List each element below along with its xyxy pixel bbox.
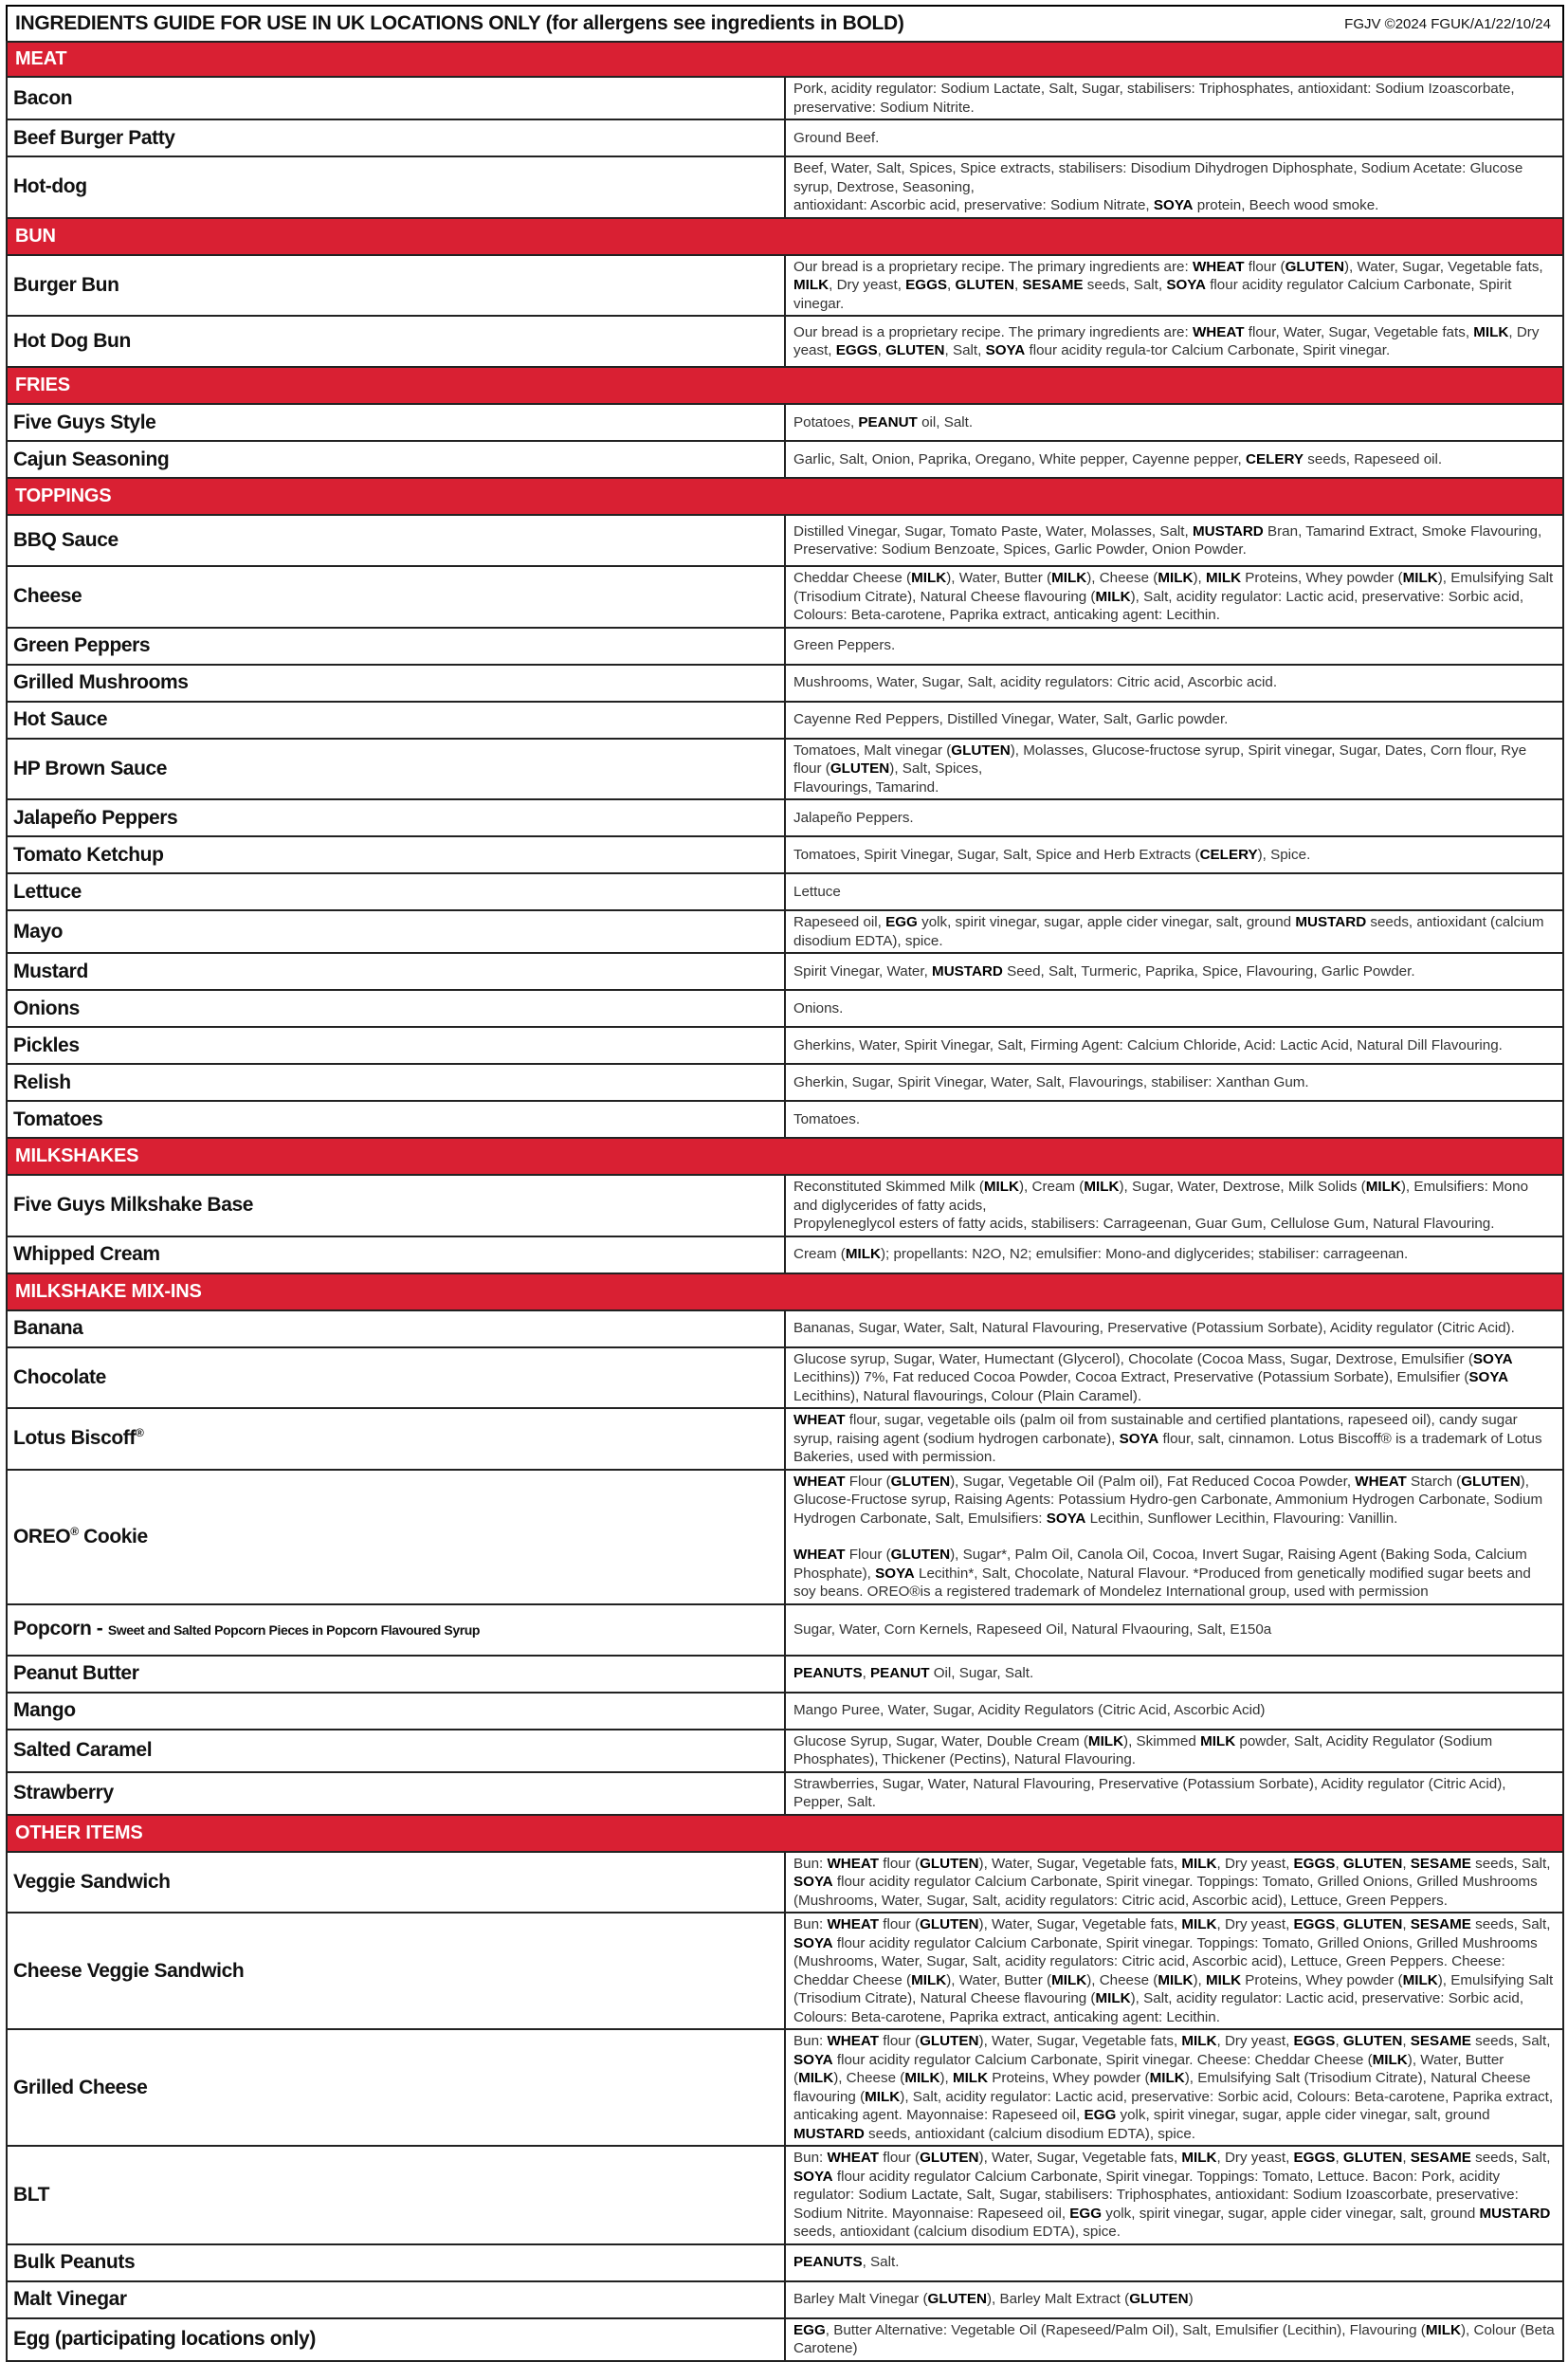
table-row — [7, 799, 1563, 836]
item-ingredients: Garlic, Salt, Onion, Paprika, Oregano, White pepper, Cayenne pepper, CELERY seeds, Rapeseed oil. — [785, 441, 1563, 478]
item-name: Malt Vinegar — [7, 2281, 785, 2318]
item-name: Mango — [7, 1693, 785, 1730]
item-ingredients: WHEAT Flour (GLUTEN), Sugar, Vegetable Oil (Palm oil), Fat Reduced Cocoa Powder, WHEAT Starch (GLUTEN), Glucose-Fructose syrup, Raising Agents: Potassium Hydro-gen Carbonate, Ammonium Hydrogen Carbonate, Sodium Hydrogen Carbonate, Salt, Emulsifiers: SOYA Lecithin, Sunflower Lecithin, Flavouring: Vanillin. WHEAT Flour (GLUTEN), Sugar*, Palm Oil, Canola Oil, Cocoa, Invert Sugar, Raising Agent (Baking Soda, Calcium Phosphate), SOYA Lecithin*, Salt, Chocolate, Natural Flavour. *Produced from genetically modified sugar beets and soy beans. OREO®is a registered trademark of Mondelez International group, used with permission — [785, 1470, 1563, 1604]
item-name: Strawberry — [7, 1772, 785, 1815]
item-ingredients: Reconstituted Skimmed Milk (MILK), Cream (MILK), Sugar, Water, Dextrose, Milk Solids (MILK), Emulsifiers: Mono and diglycerides of fatty acids, Propyleneglycol esters of fatty acids, stabilisers: Carrageenan, Guar Gum, Cellulose Gum, Natural Flavouring. — [785, 1175, 1563, 1236]
item-name: HP Brown Sauce — [7, 739, 785, 800]
item-name: Tomato Ketchup — [7, 836, 785, 873]
item-ingredients: Bun: WHEAT flour (GLUTEN), Water, Sugar, Vegetable fats, MILK, Dry yeast, EGGS, GLUTEN, SESAME seeds, Salt, SOYA flour acidity regulator Calcium Carbonate, Spirit vinegar. Toppings: Tomato, Lettuce. Bacon: Pork, acidity regulator: Sodium Lactate, Salt, Sugar, stabilisers: Triphosphates, antioxidant: Sodium Izoascorbate, preservative: Sodium Nitrite. Mayonnaise: Rapeseed oil, EGG yolk, spirit vinegar, sugar, apple cider vinegar, salt, ground MUSTARD seeds, antioxidant (calcium disodium EDTA), spice. — [785, 2146, 1563, 2244]
item-ingredients: PEANUTS, Salt. — [785, 2244, 1563, 2281]
table-row — [7, 1656, 1563, 1693]
item-ingredients: Ground Beef. — [785, 119, 1563, 156]
item-name: Popcorn - Sweet and Salted Popcorn Pieces in Popcorn Flavoured Syrup — [7, 1604, 785, 1656]
item-ingredients: Jalapeño Peppers. — [785, 799, 1563, 836]
item-ingredients: EGG, Butter Alternative: Vegetable Oil (Rapeseed/Palm Oil), Salt, Emulsifier (Lecithin), Flavouring (MILK), Colour (Beta Carotene) — [785, 2318, 1563, 2361]
table-row — [7, 255, 1563, 317]
item-name: Burger Bun — [7, 255, 785, 317]
item-ingredients: Bananas, Sugar, Water, Salt, Natural Flavouring, Preservative (Potassium Sorbate), Acidity regulator (Citric Acid). — [785, 1310, 1563, 1347]
item-name: Peanut Butter — [7, 1656, 785, 1693]
guide-title: INGREDIENTS GUIDE FOR USE IN UK LOCATIONS ONLY (for allergens see ingredients in BOLD) — [15, 12, 904, 34]
table-row — [7, 119, 1563, 156]
table-row — [7, 77, 1563, 119]
item-name: Cheese — [7, 566, 785, 628]
item-name: Whipped Cream — [7, 1236, 785, 1273]
table-row — [7, 953, 1563, 990]
item-ingredients: Glucose Syrup, Sugar, Water, Double Cream (MILK), Skimmed MILK powder, Salt, Acidity Regulator (Sodium Phosphates), Thickener (Pectins), Natural Flavouring. — [785, 1730, 1563, 1772]
table-row — [7, 1693, 1563, 1730]
table-row — [7, 1236, 1563, 1273]
item-name: Tomatoes — [7, 1101, 785, 1138]
ingredients-table — [6, 41, 1564, 2362]
table-row — [7, 404, 1563, 441]
item-name: Mustard — [7, 953, 785, 990]
item-name: Five Guys Milkshake Base — [7, 1175, 785, 1236]
item-ingredients: Distilled Vinegar, Sugar, Tomato Paste, Water, Molasses, Salt, MUSTARD Bran, Tamarind Extract, Smoke Flavouring, Preservative: Sodium Benzoate, Spices, Garlic Powder, Onion Powder. — [785, 515, 1563, 566]
table-row — [7, 1913, 1563, 2029]
section-bun: BUN — [7, 218, 1563, 255]
item-name: Cajun Seasoning — [7, 441, 785, 478]
item-name: Bulk Peanuts — [7, 2244, 785, 2281]
item-ingredients: Bun: WHEAT flour (GLUTEN), Water, Sugar, Vegetable fats, MILK, Dry yeast, EGGS, GLUTEN, SESAME seeds, Salt, SOYA flour acidity regulator Calcium Carbonate, Spirit vinegar. Toppings: Tomato, Grilled Onions, Grilled Mushrooms (Mushrooms, Water, Sugar, Salt, acidity regulators: Citric acid, Ascorbic acid), Lettuce, Green Peppers. Cheese: Cheddar Cheese (MILK), Water, Butter (MILK), Cheese (MILK), MILK Proteins, Whey powder (MILK), Emulsifying Salt (Trisodium Citrate), Natural Cheese flavouring (MILK), Salt, acidity regulator: Lactic acid, preservative: Sorbic acid, Colours: Beta-carotene, Paprika extract, anticaking agent: Lecithin. — [785, 1913, 1563, 2029]
table-row — [7, 702, 1563, 739]
table-row — [7, 566, 1563, 628]
table-row — [7, 2318, 1563, 2361]
item-name: Grilled Cheese — [7, 2029, 785, 2146]
table-row — [7, 2281, 1563, 2318]
section-other: OTHER ITEMS — [7, 1815, 1563, 1852]
table-row — [7, 515, 1563, 566]
section-meat: MEAT — [7, 42, 1563, 77]
item-ingredients: Gherkin, Sugar, Spirit Vinegar, Water, Salt, Flavourings, stabiliser: Xanthan Gum. — [785, 1064, 1563, 1101]
table-row — [7, 2244, 1563, 2281]
item-name: Lettuce — [7, 873, 785, 910]
item-name: Bacon — [7, 77, 785, 119]
item-ingredients: Mushrooms, Water, Sugar, Salt, acidity regulators: Citric acid, Ascorbic acid. — [785, 665, 1563, 702]
table-row — [7, 316, 1563, 367]
item-ingredients: Our bread is a proprietary recipe. The primary ingredients are: WHEAT flour (GLUTEN), Water, Sugar, Vegetable fats, MILK, Dry yeast, EGGS, GLUTEN, SESAME seeds, Salt, SOYA flour acidity regulator Calcium Carbonate, Spirit vinegar. — [785, 255, 1563, 317]
item-ingredients: Tomatoes, Malt vinegar (GLUTEN), Molasses, Glucose-fructose syrup, Spirit vinegar, Sugar, Dates, Corn flour, Rye flour (GLUTEN), Salt, Spices, Flavourings, Tamarind. — [785, 739, 1563, 800]
section-milkshakes: MILKSHAKES — [7, 1138, 1563, 1175]
item-name: Relish — [7, 1064, 785, 1101]
guide-header — [6, 5, 1564, 41]
table-row — [7, 1772, 1563, 1815]
table-row — [7, 1470, 1563, 1604]
item-ingredients: Strawberries, Sugar, Water, Natural Flavouring, Preservative (Potassium Sorbate), Acidity regulator (Citric Acid), Pepper, Salt. — [785, 1772, 1563, 1815]
table-row — [7, 1730, 1563, 1772]
item-ingredients: Cheddar Cheese (MILK), Water, Butter (MILK), Cheese (MILK), MILK Proteins, Whey powder (MILK), Emulsifying Salt (Trisodium Citrate), Natural Cheese flavouring (MILK), Salt, acidity regulator: Lactic acid, preservative: Sorbic acid, Colours: Beta-carotene, Paprika extract, anticaking agent: Lecithin. — [785, 566, 1563, 628]
item-ingredients: Tomatoes, Spirit Vinegar, Sugar, Salt, Spice and Herb Extracts (CELERY), Spice. — [785, 836, 1563, 873]
item-name: Jalapeño Peppers — [7, 799, 785, 836]
item-name: Beef Burger Patty — [7, 119, 785, 156]
table-row — [7, 665, 1563, 702]
item-name: Pickles — [7, 1027, 785, 1064]
item-name: Cheese Veggie Sandwich — [7, 1913, 785, 2029]
item-name: Banana — [7, 1310, 785, 1347]
table-row — [7, 1408, 1563, 1470]
item-ingredients: Mango Puree, Water, Sugar, Acidity Regulators (Citric Acid, Ascorbic Acid) — [785, 1693, 1563, 1730]
item-ingredients: WHEAT flour, sugar, vegetable oils (palm oil from sustainable and certified plantations, rapeseed oil), candy sugar syrup, raising agent (sodium hydrogen carbonate), SOYA flour, salt, cinnamon. Lotus Biscoff® is a trademark of Lotus Bakeries, used with permission. — [785, 1408, 1563, 1470]
item-ingredients: Glucose syrup, Sugar, Water, Humectant (Glycerol), Chocolate (Cocoa Mass, Sugar, Dextrose, Emulsifier (SOYA Lecithins)) 7%, Fat reduced Cocoa Powder, Cocoa Extract, Preservative (Potassium Sorbate), Emulsifier (SOYA Lecithins), Natural flavourings, Colour (Plain Caramel). — [785, 1347, 1563, 1409]
item-ingredients: Bun: WHEAT flour (GLUTEN), Water, Sugar, Vegetable fats, MILK, Dry yeast, EGGS, GLUTEN, SESAME seeds, Salt, SOYA flour acidity regulator Calcium Carbonate, Spirit vinegar. Toppings: Tomato, Grilled Onions, Grilled Mushrooms (Mushrooms, Water, Sugar, Salt, acidity regulators: Citric acid, Ascorbic acid), Lettuce, Green Peppers. — [785, 1852, 1563, 1913]
item-ingredients: Potatoes, PEANUT oil, Salt. — [785, 404, 1563, 441]
item-ingredients: Green Peppers. — [785, 628, 1563, 665]
item-ingredients: Cream (MILK); propellants: N2O, N2; emulsifier: Mono-and diglycerides; stabiliser: carrageenan. — [785, 1236, 1563, 1273]
item-ingredients: Cayenne Red Peppers, Distilled Vinegar, Water, Salt, Garlic powder. — [785, 702, 1563, 739]
item-name: Hot-dog — [7, 156, 785, 218]
table-row — [7, 628, 1563, 665]
item-name: Green Peppers — [7, 628, 785, 665]
table-row — [7, 1310, 1563, 1347]
item-name: Lotus Biscoff® — [7, 1408, 785, 1470]
table-row — [7, 836, 1563, 873]
item-name: BLT — [7, 2146, 785, 2244]
item-ingredients: Bun: WHEAT flour (GLUTEN), Water, Sugar, Vegetable fats, MILK, Dry yeast, EGGS, GLUTEN, SESAME seeds, Salt, SOYA flour acidity regulator Calcium Carbonate, Spirit vinegar. Cheese: Cheddar Cheese (MILK), Water, Butter (MILK), Cheese (MILK), MILK Proteins, Whey powder (MILK), Emulsifying Salt (Trisodium Citrate), Natural Cheese flavouring (MILK), Salt, acidity regulator: Lactic acid, preservative: Sorbic acid, Colours: Beta-carotene, Paprika extract, anticaking agent. Mayonnaise: Rapeseed oil, EGG yolk, spirit vinegar, sugar, apple cider vinegar, salt, ground MUSTARD seeds, antioxidant (calcium disodium EDTA), spice. — [785, 2029, 1563, 2146]
item-name: Egg (participating locations only) — [7, 2318, 785, 2361]
table-row — [7, 990, 1563, 1027]
item-ingredients: Our bread is a proprietary recipe. The primary ingredients are: WHEAT flour, Water, Sugar, Vegetable fats, MILK, Dry yeast, EGGS, GLUTEN, Salt, SOYA flour acidity regula-tor Calcium Carbonate, Spirit vinegar. — [785, 316, 1563, 367]
item-name: Chocolate — [7, 1347, 785, 1409]
item-ingredients: Barley Malt Vinegar (GLUTEN), Barley Malt Extract (GLUTEN) — [785, 2281, 1563, 2318]
ingredients-guide — [6, 5, 1564, 2362]
table-row — [7, 1101, 1563, 1138]
item-ingredients: Onions. — [785, 990, 1563, 1027]
table-row — [7, 2029, 1563, 2146]
table-row — [7, 156, 1563, 218]
item-name: Onions — [7, 990, 785, 1027]
item-ingredients: Beef, Water, Salt, Spices, Spice extracts, stabilisers: Disodium Dihydrogen Diphosphate, Sodium Acetate: Glucose syrup, Dextrose, Seasoning, antioxidant: Ascorbic acid, preservative: Sodium Nitrate, SOYA protein, Beech wood smoke. — [785, 156, 1563, 218]
section-fries: FRIES — [7, 367, 1563, 404]
table-row — [7, 1175, 1563, 1236]
item-ingredients: Tomatoes. — [785, 1101, 1563, 1138]
table-row — [7, 2146, 1563, 2244]
item-ingredients: Rapeseed oil, EGG yolk, spirit vinegar, sugar, apple cider vinegar, salt, ground MUSTARD seeds, antioxidant (calcium disodium EDTA), spice. — [785, 910, 1563, 953]
table-row — [7, 1604, 1563, 1656]
section-toppings: TOPPINGS — [7, 478, 1563, 515]
item-name: BBQ Sauce — [7, 515, 785, 566]
item-name: Mayo — [7, 910, 785, 953]
table-row — [7, 1064, 1563, 1101]
table-row — [7, 739, 1563, 800]
item-ingredients: Pork, acidity regulator: Sodium Lactate, Salt, Sugar, stabilisers: Triphosphates, antioxidant: Sodium Izoascorbate, preservative: Sodium Nitrite. — [785, 77, 1563, 119]
item-name: Salted Caramel — [7, 1730, 785, 1772]
item-name: OREO® Cookie — [7, 1470, 785, 1604]
item-ingredients: Lettuce — [785, 873, 1563, 910]
item-name: Veggie Sandwich — [7, 1852, 785, 1913]
table-row — [7, 873, 1563, 910]
item-name: Hot Sauce — [7, 702, 785, 739]
section-mixins: MILKSHAKE MIX-INS — [7, 1273, 1563, 1310]
item-ingredients: Spirit Vinegar, Water, MUSTARD Seed, Salt, Turmeric, Paprika, Spice, Flavouring, Garlic Powder. — [785, 953, 1563, 990]
item-ingredients: Gherkins, Water, Spirit Vinegar, Salt, Firming Agent: Calcium Chloride, Acid: Lactic Acid, Natural Dill Flavouring. — [785, 1027, 1563, 1064]
item-ingredients: PEANUTS, PEANUT Oil, Sugar, Salt. — [785, 1656, 1563, 1693]
table-row — [7, 1852, 1563, 1913]
table-row — [7, 441, 1563, 478]
table-row — [7, 1347, 1563, 1409]
document-code: FGJV ©2024 FGUK/A1/22/10/24 — [1344, 15, 1551, 32]
item-name: Five Guys Style — [7, 404, 785, 441]
table-row — [7, 910, 1563, 953]
item-ingredients: Sugar, Water, Corn Kernels, Rapeseed Oil, Natural Flvaouring, Salt, E150a — [785, 1604, 1563, 1656]
table-row — [7, 1027, 1563, 1064]
item-name: Grilled Mushrooms — [7, 665, 785, 702]
item-name: Hot Dog Bun — [7, 316, 785, 367]
